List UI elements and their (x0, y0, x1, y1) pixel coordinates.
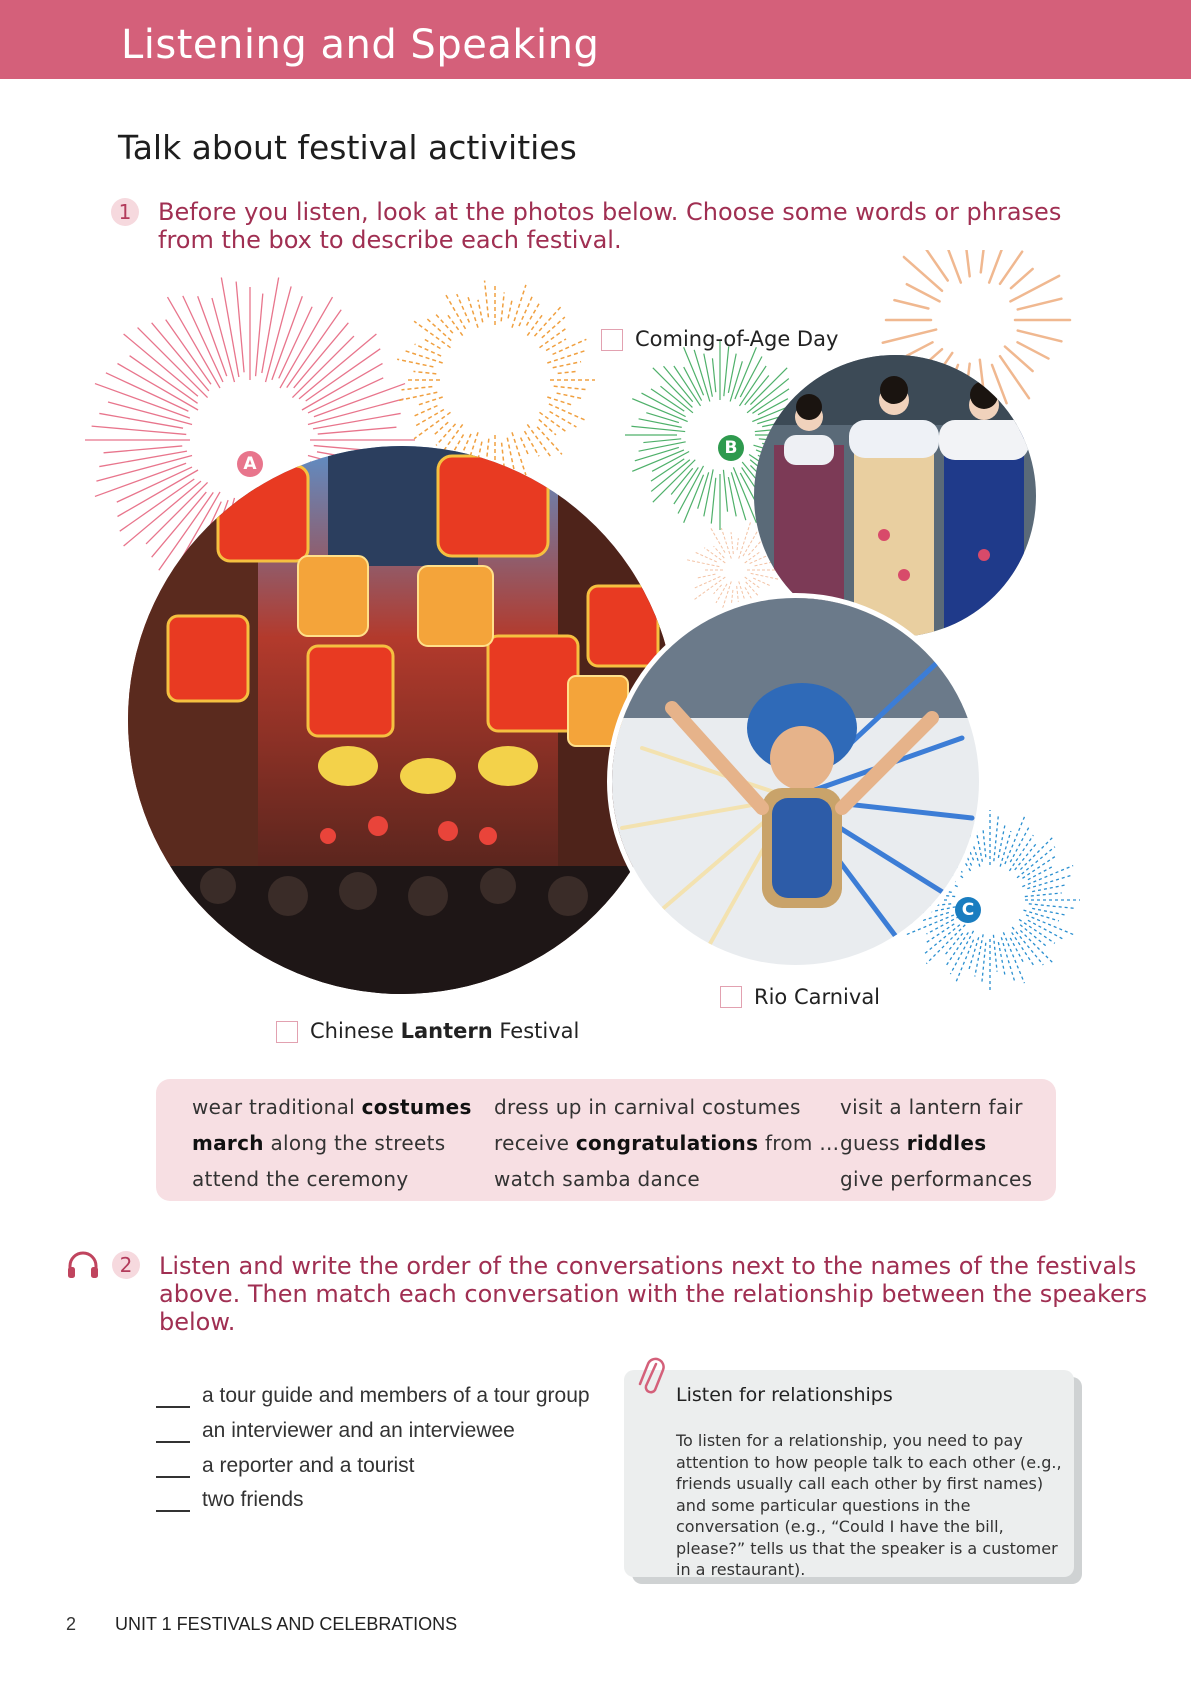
word-box-item: dress up in carnival costumes (494, 1095, 801, 1119)
headphones-icon[interactable] (66, 1250, 100, 1280)
lantern-festival-checkbox[interactable] (276, 1021, 298, 1043)
lantern-label-bold: Lantern (400, 1019, 493, 1043)
relationship-item: two friends (202, 1488, 304, 1511)
photo-a-badge: A (237, 451, 263, 477)
page-number: 2 (66, 1614, 77, 1634)
question-2-line-2: above. Then match each conversation with the relationship between the speakers (159, 1280, 1148, 1308)
photo-c-badge: C (955, 897, 981, 923)
lantern-label-pre: Chinese (310, 1019, 401, 1043)
relationship-item: a tour guide and members of a tour group (202, 1384, 590, 1407)
tip-body: To listen for a relationship, you need to pay attention to how people talk to each other (e.g., friends usually call each other by first names) and some particular questions in the conversation (e.g., “Could I have the bill, please?” tells us that the speaker is a customer in a restaurant). (676, 1431, 1062, 1579)
lantern-festival-photo (128, 446, 676, 994)
rio-carnival-label: Rio Carnival (754, 985, 881, 1009)
word-box-item: visit a lantern fair (840, 1095, 1023, 1119)
photo-b-badge: B (718, 435, 744, 461)
word-box-item: attend the ceremony (192, 1167, 409, 1191)
answer-blank[interactable] (156, 1406, 190, 1408)
paperclip-icon (638, 1356, 666, 1398)
coming-of-age-checkbox[interactable] (601, 329, 623, 351)
word-box-item: receive congratulations from ... (494, 1131, 840, 1155)
word-box-item: give performances (840, 1167, 1033, 1191)
question-1-number: 1 (111, 198, 139, 226)
lantern-label-post: Festival (492, 1019, 580, 1043)
tip-title: Listen for relationships (676, 1384, 893, 1406)
relationship-item: an interviewer and an interviewee (202, 1419, 515, 1442)
lantern-festival-label (310, 1019, 579, 1043)
word-box-item: guess riddles (840, 1131, 987, 1155)
page-title: Listening and Speaking (121, 22, 600, 68)
relationship-item: a reporter and a tourist (202, 1454, 415, 1477)
coming-of-age-label: Coming-of-Age Day (635, 327, 839, 351)
answer-blank[interactable] (156, 1441, 190, 1443)
word-box-item: watch samba dance (494, 1167, 700, 1191)
question-1-line-2: from the box to describe each festival. (158, 226, 622, 254)
question-2-line-1: Listen and write the order of the conversations next to the names of the festivals (159, 1252, 1137, 1280)
word-box-item: wear traditional costumes (192, 1095, 472, 1119)
question-2-number: 2 (112, 1251, 140, 1279)
question-2-line-3: below. (159, 1308, 236, 1336)
section-title: Talk about festival activities (118, 128, 577, 167)
answer-blank[interactable] (156, 1476, 190, 1478)
answer-blank[interactable] (156, 1510, 190, 1512)
word-box-item: march along the streets (192, 1131, 446, 1155)
unit-title: UNIT 1 FESTIVALS AND CELEBRATIONS (115, 1614, 458, 1634)
rio-carnival-checkbox[interactable] (720, 986, 742, 1008)
rio-carnival-photo (607, 593, 984, 970)
question-1-line-1: Before you listen, look at the photos below. Choose some words or phrases (158, 198, 1062, 226)
